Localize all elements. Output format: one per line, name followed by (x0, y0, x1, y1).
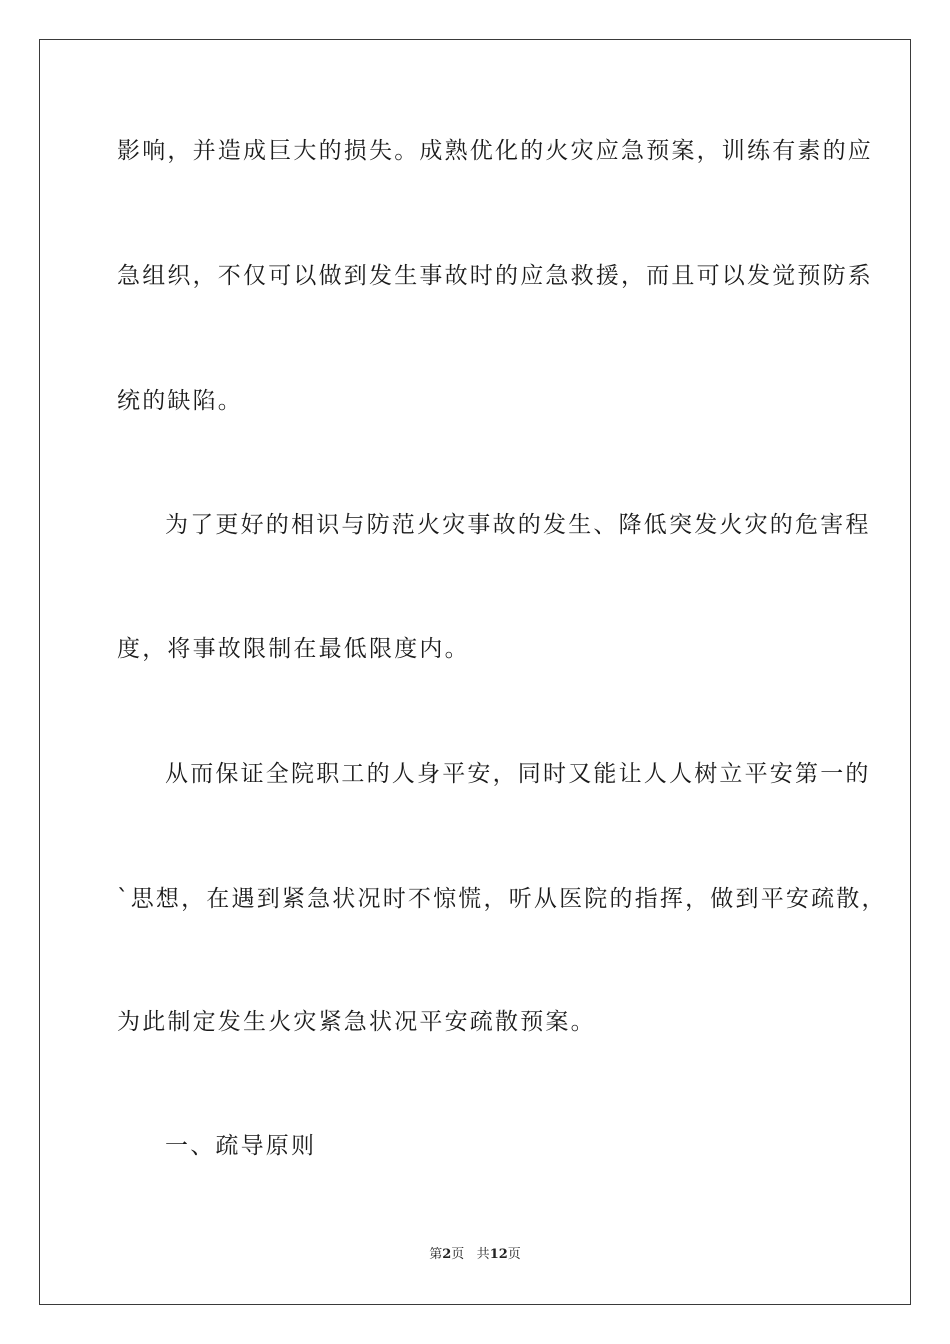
text-line: 统的缺陷。 (117, 388, 243, 414)
current-page-number: 2 (442, 1247, 452, 1262)
total-unit: 页 (507, 1247, 521, 1262)
text-line: `思想，在遇到紧急状况时不惊慌，听从医院的指挥，做到平安疏散， (117, 886, 887, 912)
text-line: 急组织，不仅可以做到发生事故时的应急救援，而且可以发觉预防系 (117, 263, 873, 289)
text-line: 度，将事故限制在最低限度内。 (117, 636, 470, 662)
text-line: 为此制定发生火灾紧急状况平安疏散预案。 (117, 1009, 596, 1035)
page-unit: 页 (451, 1247, 465, 1262)
total-page-number: 12 (489, 1247, 508, 1262)
text-line: 为了更好的相识与防范火灾事故的发生、降低突发火灾的危害程 (165, 512, 871, 538)
total-prefix: 共 (476, 1247, 490, 1262)
text-line: 从而保证全院职工的人身平安，同时又能让人人树立平安第一的 (165, 761, 871, 787)
text-line: 影响，并造成巨大的损失。成熟优化的火灾应急预案，训练有素的应 (117, 138, 873, 164)
section-heading: 一、疏导原则 (165, 1133, 317, 1159)
page-prefix: 第 (429, 1247, 443, 1262)
page-footer (0, 1246, 950, 1264)
page-border (39, 39, 911, 1305)
